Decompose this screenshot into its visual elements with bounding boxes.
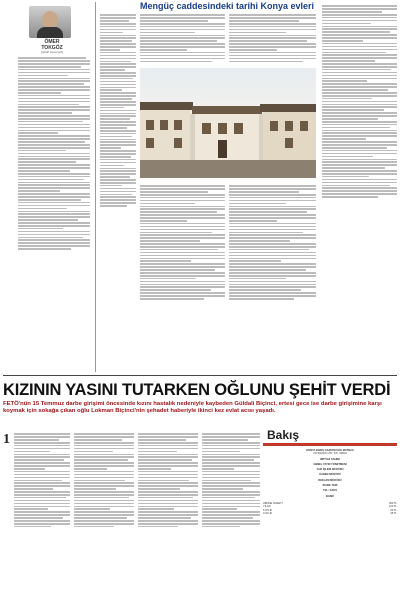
drop-cap: 1 bbox=[3, 432, 10, 447]
top-story-column-2 bbox=[140, 13, 225, 65]
column-separator bbox=[95, 2, 96, 372]
top-story-column-6 bbox=[322, 4, 397, 374]
author-email: [email protected] bbox=[41, 50, 63, 54]
price-row: ABONE ÜCRETİ 300 TL bbox=[263, 501, 397, 505]
main-story-column-3 bbox=[138, 432, 198, 592]
masthead-row: REKLAM MÜDÜRÜ bbox=[318, 478, 342, 482]
price-row: 6 AYLIK 60 TL bbox=[263, 508, 397, 512]
price-row: YILLIK 120 TL bbox=[263, 505, 397, 509]
main-story-headline: KIZININ YASINI TUTARKEN OĞLUNU ŞEHİT VERDİ bbox=[3, 381, 391, 399]
opinion-column-text bbox=[18, 56, 90, 374]
section-rule bbox=[3, 375, 397, 376]
main-story-column-2 bbox=[74, 432, 134, 592]
masthead-bar bbox=[263, 443, 397, 446]
masthead-row: İDARE YERİ bbox=[322, 484, 338, 488]
main-story-column-1 bbox=[14, 432, 70, 592]
masthead-row: YAYINCILIK LTD. ŞTİ. ADINA bbox=[312, 452, 347, 456]
masthead-row: TEL / FAKS bbox=[323, 489, 337, 493]
masthead-row: KONYA BAKIŞ GAZETECİLİK MATBAA bbox=[306, 449, 354, 452]
masthead-row: HABER MÜDÜRÜ bbox=[319, 473, 341, 477]
author-photo bbox=[29, 6, 71, 38]
top-story-headline: Mengüç caddesindeki tarihi Konya evleri bbox=[140, 1, 315, 11]
masthead-row: YAZI İŞLERİ MÜDÜRÜ bbox=[316, 468, 344, 472]
price-row: 3 AYLIK 35 TL bbox=[263, 512, 397, 516]
masthead-row: BASKI bbox=[325, 494, 335, 498]
main-story-column-4 bbox=[202, 432, 260, 592]
masthead-row: GENEL YAYIN YÖNETMENİ bbox=[313, 462, 347, 466]
top-story-column-5 bbox=[229, 184, 316, 374]
price-table bbox=[263, 502, 397, 516]
author-name-line1: ÖMER bbox=[44, 39, 60, 45]
historic-houses-photo bbox=[140, 68, 316, 178]
top-story-column-4 bbox=[140, 184, 225, 374]
top-story-column-3 bbox=[229, 13, 316, 65]
masthead-box bbox=[263, 428, 397, 594]
author-name-line2: TOKGÖZ bbox=[41, 44, 63, 51]
main-story-subheadline: FETÖ'nün 15 Temmuz darbe girişimi öncesinde kızını hastalık nedeniyle kaybeden Güldali Biçinci, ertesi gece ise darbe girişimine karşı koymak için sokağa çıkan oğlu Lokman Biçinci'nin şehadet haberiyle ikinci kez evlat acısı yaşadı. bbox=[3, 401, 382, 415]
top-story-column-1 bbox=[100, 13, 136, 373]
masthead-row: İMTİYAZ SAHİBİ bbox=[320, 457, 340, 461]
masthead-title: Bakış bbox=[267, 428, 300, 442]
